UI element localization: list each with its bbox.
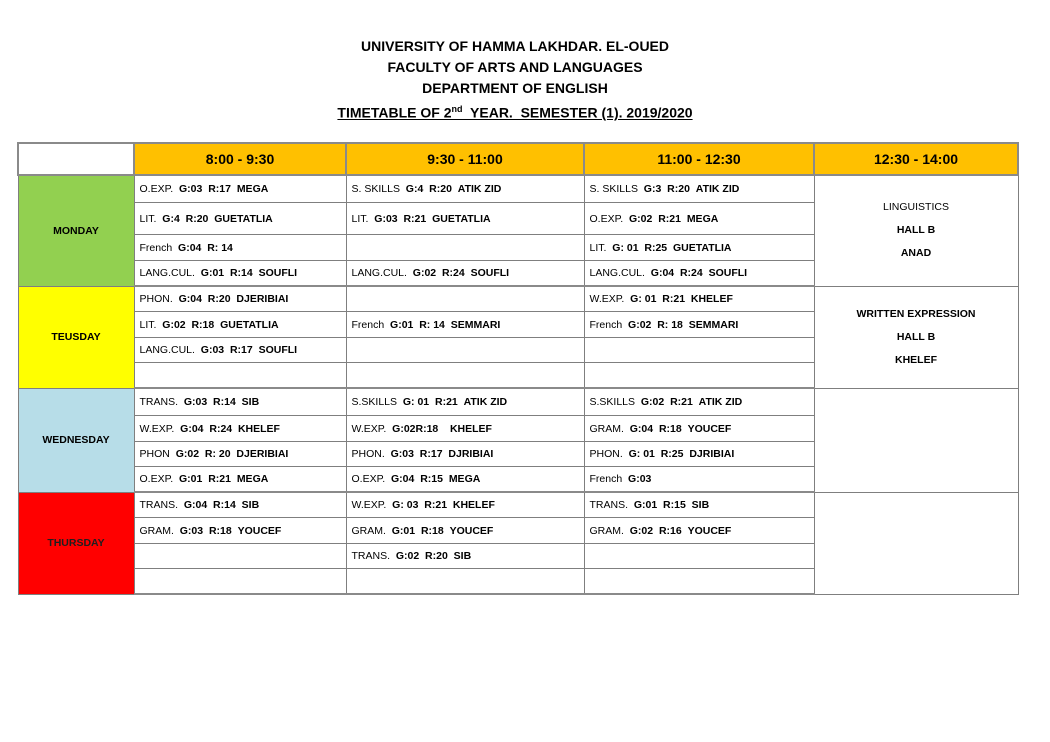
- module-name: PHON: [139, 448, 170, 460]
- class-cell: [134, 492, 346, 518]
- class-cell: [346, 518, 584, 544]
- class-cell: [346, 286, 584, 312]
- room-code: R:14: [229, 267, 253, 279]
- module-name: TRANS.: [139, 499, 179, 511]
- class-cell: [346, 388, 584, 416]
- module-name: GRAM.: [139, 524, 174, 537]
- time-slot-3: 11:00 - 12:30: [584, 143, 814, 175]
- teacher-name: DJERIBIAI: [236, 448, 289, 460]
- group-code: G:4: [162, 212, 180, 225]
- class-cell: [584, 467, 814, 493]
- module-name: LIT.: [139, 318, 157, 331]
- module-name: S. SKILLS: [589, 183, 638, 195]
- room-code: R:14: [213, 499, 236, 511]
- group-code: G:04: [391, 473, 415, 485]
- module-name: W.EXP.: [351, 422, 387, 435]
- module-name: LIT.: [351, 212, 369, 225]
- room-code: R:18: [658, 422, 682, 435]
- late-slot-cell: [814, 286, 1018, 388]
- class-cell: [134, 312, 346, 338]
- module-name: S. SKILLS: [351, 183, 400, 195]
- class-cell: [584, 175, 814, 203]
- group-code: G:02: [175, 448, 200, 460]
- module-name: TRANS.: [139, 396, 179, 408]
- group-code: G:02: [162, 318, 186, 331]
- module-name: French: [351, 318, 385, 331]
- class-cell: [346, 235, 584, 261]
- room-code: R: 14: [419, 318, 445, 331]
- room-code: R:21: [424, 499, 448, 511]
- module-name: W.EXP.: [589, 293, 625, 305]
- teacher-name: SIB: [241, 499, 260, 511]
- table-row: [18, 388, 1018, 416]
- module-name: PHON.: [351, 448, 385, 460]
- module-name: S.SKILLS: [351, 396, 398, 408]
- room-code: R:25: [660, 448, 684, 460]
- room-code: R:20: [207, 293, 231, 305]
- module-name: O.EXP.: [589, 212, 624, 225]
- module-name: LANG.CUL.: [589, 267, 645, 279]
- module-name: French: [139, 241, 173, 254]
- late-slot-cell: [814, 175, 1018, 286]
- class-cell: [346, 338, 584, 363]
- teacher-name: ATIK ZID: [698, 396, 743, 408]
- late-slot-line: HALL B: [896, 224, 936, 237]
- late-slot-cell: [814, 492, 1018, 594]
- faculty-title: FACULTY OF ARTS AND LANGUAGES: [387, 59, 643, 75]
- module-name: LANG.CUL.: [139, 344, 195, 356]
- room-code: R:15: [420, 473, 443, 485]
- room-code: R:21: [662, 293, 686, 305]
- group-code: G:02: [629, 524, 654, 537]
- module-name: LANG.CUL.: [351, 267, 407, 279]
- group-code: G:02: [412, 267, 437, 279]
- teacher-name: ATIK ZID: [463, 396, 508, 408]
- day-label: TEUSDAY: [18, 286, 134, 388]
- group-code: G:03: [200, 344, 225, 356]
- time-slot-1: 8:00 - 9:30: [134, 143, 346, 175]
- teacher-name: ATIK ZID: [457, 183, 502, 195]
- room-code: R:21: [403, 212, 427, 225]
- group-code: G:03: [179, 524, 204, 537]
- university-title: UNIVERSITY OF HAMMA LAKHDAR. EL-OUED: [361, 38, 669, 54]
- group-code: G:04: [180, 422, 204, 435]
- group-code: G:02: [628, 318, 652, 331]
- class-cell: [346, 492, 584, 518]
- room-code: R:20: [185, 212, 209, 225]
- class-cell: [134, 388, 346, 416]
- class-cell: [134, 286, 346, 312]
- group-code: G:04: [629, 422, 654, 435]
- room-code: R:15: [663, 499, 686, 511]
- group-code: G:03: [628, 473, 652, 485]
- group-code: G: 01: [612, 241, 639, 254]
- group-code: G:03: [390, 448, 414, 460]
- corner-cell: [18, 143, 134, 175]
- time-slot-4: 12:30 - 14:00: [814, 143, 1018, 175]
- room-code: R:18: [420, 524, 444, 537]
- late-slot-line: WRITTEN EXPRESSION: [856, 307, 976, 320]
- group-code: G:04: [183, 499, 208, 511]
- room-code: R:25: [644, 241, 668, 254]
- module-name: TRANS.: [589, 499, 629, 511]
- room-code: R:21: [658, 212, 681, 225]
- teacher-name: DJRIBIAI: [448, 448, 494, 460]
- teacher-name: SOUFLI: [258, 344, 298, 356]
- group-code: G:03: [183, 396, 208, 408]
- teacher-name: GUETATLIA: [220, 318, 279, 331]
- room-code: R:20: [667, 183, 690, 195]
- class-cell: [346, 175, 584, 203]
- room-code: R:21: [434, 396, 458, 408]
- module-name: W.EXP.: [351, 499, 387, 511]
- group-code: G:4: [405, 183, 424, 195]
- teacher-name: GUETATLIA: [673, 241, 732, 254]
- group-code: G:01: [391, 524, 416, 537]
- timetable: [17, 142, 1019, 595]
- group-code: G: 03: [392, 499, 419, 511]
- class-cell: [584, 492, 814, 518]
- group-code: G:3: [643, 183, 662, 195]
- teacher-name: KHELEF: [449, 422, 492, 435]
- room-code: R: 18: [657, 318, 683, 331]
- module-name: GRAM.: [589, 524, 624, 537]
- teacher-name: SEMMARI: [450, 318, 501, 331]
- teacher-name: YOUCEF: [449, 524, 494, 537]
- teacher-name: GUETATLIA: [214, 212, 273, 225]
- group-code: G: 01: [630, 293, 657, 305]
- teacher-name: SOUFLI: [258, 267, 298, 279]
- table-row: [18, 492, 1018, 518]
- group-code: G:02R:18: [392, 422, 439, 435]
- teacher-name: KHELEF: [452, 499, 495, 511]
- class-cell: [346, 203, 584, 235]
- class-cell: [584, 544, 814, 569]
- teacher-name: MEGA: [236, 473, 269, 485]
- class-cell: [134, 544, 346, 569]
- room-code: R:17: [419, 448, 443, 460]
- late-slot-line: HALL B: [896, 330, 936, 343]
- class-cell: [346, 442, 584, 467]
- table-row: [18, 286, 1018, 312]
- teacher-name: MEGA: [686, 212, 719, 225]
- group-code: G:02: [629, 212, 653, 225]
- document-header: [0, 36, 1030, 124]
- teacher-name: SIB: [241, 396, 260, 408]
- teacher-name: YOUCEF: [687, 524, 732, 537]
- module-name: O.EXP.: [139, 183, 174, 195]
- module-name: LIT.: [589, 241, 607, 254]
- class-cell: [584, 518, 814, 544]
- room-code: R:14: [213, 396, 236, 408]
- room-code: R:24: [441, 267, 465, 279]
- late-slot-line: KHELEF: [895, 353, 937, 366]
- teacher-name: GUETATLIA: [432, 212, 491, 225]
- group-code: G:01: [633, 499, 658, 511]
- room-code: R: 14: [207, 241, 233, 254]
- group-code: G: 01: [628, 448, 655, 460]
- class-cell: [584, 203, 814, 235]
- class-cell: [584, 338, 814, 363]
- room-code: R:18: [191, 318, 215, 331]
- group-code: G:03: [374, 212, 398, 225]
- class-cell: [134, 569, 346, 595]
- class-cell: [346, 569, 584, 595]
- teacher-name: SIB: [453, 550, 472, 562]
- teacher-name: MEGA: [448, 473, 481, 485]
- room-code: R:18: [208, 524, 232, 537]
- department-title: DEPARTMENT OF ENGLISH: [422, 80, 608, 96]
- late-slot-line: ANAD: [900, 247, 932, 260]
- group-code: G:03: [179, 183, 203, 195]
- room-code: R:24: [679, 267, 703, 279]
- class-cell: [346, 467, 584, 493]
- class-cell: [134, 261, 346, 287]
- timetable-title: TIMETABLE OF 2nd YEAR. SEMESTER (1). 2019/2020: [337, 104, 693, 121]
- teacher-name: SOUFLI: [708, 267, 748, 279]
- module-name: LIT.: [139, 212, 157, 225]
- group-code: G:04: [178, 293, 202, 305]
- teacher-name: DJERIBIAI: [236, 293, 289, 305]
- module-name: LANG.CUL.: [139, 267, 195, 279]
- class-cell: [134, 442, 346, 467]
- module-name: GRAM.: [351, 524, 386, 537]
- class-cell: [584, 363, 814, 389]
- teacher-name: YOUCEF: [237, 524, 282, 537]
- class-cell: [134, 338, 346, 363]
- module-name: PHON.: [589, 448, 623, 460]
- class-cell: [134, 416, 346, 442]
- time-header-row: [18, 143, 1018, 175]
- room-code: R:16: [658, 524, 682, 537]
- teacher-name: MEGA: [236, 183, 269, 195]
- room-code: R: 20: [204, 448, 231, 460]
- class-cell: [584, 286, 814, 312]
- class-cell: [584, 388, 814, 416]
- class-cell: [346, 416, 584, 442]
- room-code: R:17: [208, 183, 231, 195]
- module-name: PHON.: [139, 293, 173, 305]
- module-name: French: [589, 318, 623, 331]
- teacher-name: SOUFLI: [470, 267, 510, 279]
- group-code: G:02: [640, 396, 665, 408]
- module-name: GRAM.: [589, 422, 624, 435]
- class-cell: [134, 175, 346, 203]
- room-code: R:17: [229, 344, 253, 356]
- group-code: G:01: [390, 318, 414, 331]
- class-cell: [584, 235, 814, 261]
- teacher-name: SEMMARI: [688, 318, 739, 331]
- teacher-name: DJRIBIAI: [689, 448, 735, 460]
- teacher-name: YOUCEF: [687, 422, 732, 435]
- class-cell: [134, 235, 346, 261]
- room-code: R:21: [670, 396, 693, 408]
- timetable-body: [18, 175, 1018, 594]
- class-cell: [584, 312, 814, 338]
- module-name: O.EXP.: [351, 473, 386, 485]
- day-label: WEDNESDAY: [18, 388, 134, 492]
- table-row: [18, 175, 1018, 203]
- room-code: R:20: [429, 183, 452, 195]
- teacher-name: KHELEF: [690, 293, 733, 305]
- room-code: R:21: [208, 473, 231, 485]
- room-code: R:24: [209, 422, 233, 435]
- module-name: French: [589, 473, 623, 485]
- teacher-name: KHELEF: [237, 422, 280, 435]
- day-label: THURSDAY: [18, 492, 134, 594]
- module-name: W.EXP.: [139, 422, 175, 435]
- class-cell: [346, 363, 584, 389]
- time-slot-2: 9:30 - 11:00: [346, 143, 584, 175]
- class-cell: [346, 312, 584, 338]
- day-label: MONDAY: [18, 175, 134, 286]
- class-cell: [346, 544, 584, 569]
- group-code: G:02: [395, 550, 420, 562]
- group-code: G:04: [178, 241, 202, 254]
- class-cell: [584, 569, 814, 595]
- module-name: S.SKILLS: [589, 396, 636, 408]
- module-name: TRANS.: [351, 550, 391, 562]
- group-code: G:04: [650, 267, 675, 279]
- class-cell: [346, 261, 584, 287]
- teacher-name: SIB: [691, 499, 710, 511]
- class-cell: [584, 442, 814, 467]
- class-cell: [134, 203, 346, 235]
- late-slot-cell: [814, 388, 1018, 492]
- teacher-name: ATIK ZID: [695, 183, 740, 195]
- module-name: O.EXP.: [139, 473, 174, 485]
- group-code: G:01: [179, 473, 203, 485]
- class-cell: [134, 363, 346, 389]
- late-slot-line: LINGUISTICS: [883, 201, 949, 214]
- class-cell: [134, 518, 346, 544]
- group-code: G:01: [200, 267, 225, 279]
- room-code: R:20: [425, 550, 448, 562]
- class-cell: [584, 416, 814, 442]
- class-cell: [134, 467, 346, 493]
- class-cell: [584, 261, 814, 287]
- group-code: G: 01: [402, 396, 430, 408]
